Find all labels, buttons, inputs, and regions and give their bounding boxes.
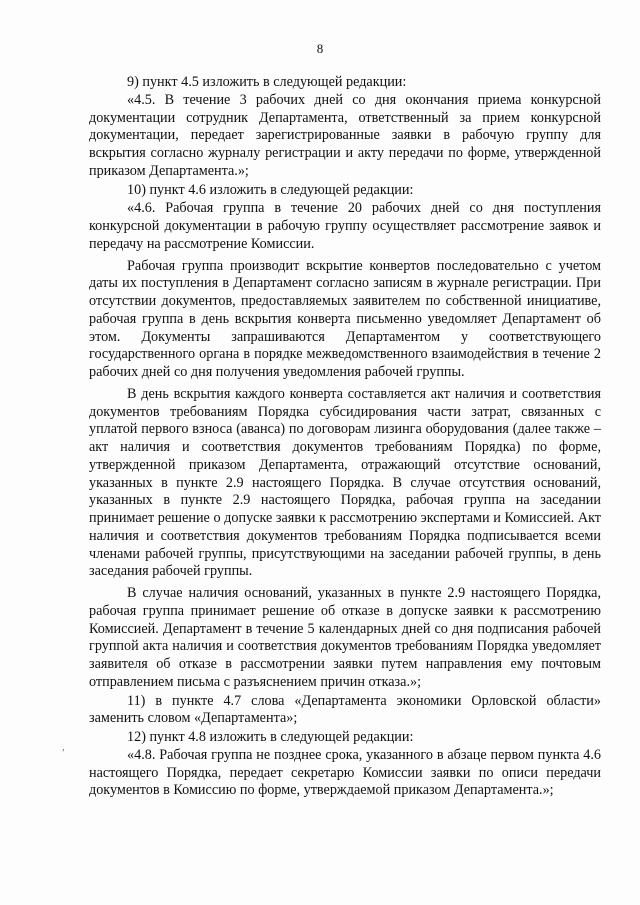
- paragraph-item-10: 10) пункт 4.6 изложить в следующей редакции:: [127, 181, 414, 198]
- paragraph-4-6: «4.6. Рабочая группа в течение 20 рабочих дней со дня поступления конкурсной документации в рабочую группу осуществляет рассмотрение заявок и передачу на рассмотрение Комиссии.: [89, 200, 601, 252]
- paragraph-4-5: «4.5. В течение 3 рабочих дней со дня окончания приема конкурсной документации сотрудник Департамента, ответственный за прием конкурсной документации, передает зарегистрированные заявки в рабочую группу для вскрытия согласно журналу регистрации и акту передачи по форме, утвержденной приказом Департамента.»;: [89, 91, 601, 179]
- paragraph-working-group: Рабочая группа производит вскрытие конвертов последовательно с учетом даты их поступления в Департамент согласно записям в журнале регистрации. При отсутствии документов, предоставляемых заявителем по собственной инициативе, рабочая группа в день вскрытия конверта письменно уведомляет Департамент об этом. Документы запрашиваются Департаментом у соответствующего государственного органа в порядке межведомственного взаимодействия в течение 2 рабочих дней со дня получения уведомления рабочей группы.: [89, 257, 601, 380]
- paragraph-4-8: «4.8. Рабочая группа не позднее срока, указанного в абзаце первом пункта 4.6 настоящего Порядка, передает секретарю Комиссии заявки по описи передачи документов в Комиссию по форме, утверждаемой приказом Департамента.»;: [89, 746, 601, 799]
- page-number: 8: [316, 41, 324, 56]
- paragraph-item-9: 9) пункт 4.5 изложить в следующей редакции:: [127, 74, 407, 90]
- paragraph-item-12: 12) пункт 4.8 изложить в следующей редакции:: [127, 729, 414, 745]
- document-body: [89, 74, 601, 800]
- paragraph-opening-act: В день вскрытия каждого конверта составляется акт наличия и соответствия документов требованиям Порядка субсидирования части затрат, связанных с уплатой первого взноса (аванса) по договорам лизинга оборудования (далее также – акт наличия и соответствия документов требованиям Порядка) по форме, утвержденной приказом Департамента, отражающий отсутствие оснований, указанных в пункте 2.9 настоящего Порядка. В случае отсутствия оснований, указанных в пункте 2.9 настоящего Порядка, рабочая группа на заседании принимает решение о допуске заявки к рассмотрению экспертами и Комиссией. Акт наличия и соответствия документов требованиям Порядка подписывается всеми членами рабочей группы, присутствующими на заседании рабочей группы, в день заседания рабочей группы.: [89, 385, 601, 580]
- margin-mark: ,: [62, 741, 65, 753]
- paragraph-refusal: В случае наличия оснований, указанных в пункте 2.9 настоящего Порядка, рабочая группа принимает решение об отказе в допуске заявки к рассмотрению Комиссией. Департамент в течение 5 календарных дней со дня подписания рабочей группой акта наличия и соответствия документов требованиям Порядка уведомляет заявителя об отказе в рассмотрении заявки путем направления ему почтовым отправлением письма с разъяснением причин отказа.»;: [89, 585, 601, 690]
- paragraph-item-11: 11) в пункте 4.7 слова «Департамента экономики Орловской области» заменить словом «Департамента»;: [89, 692, 601, 727]
